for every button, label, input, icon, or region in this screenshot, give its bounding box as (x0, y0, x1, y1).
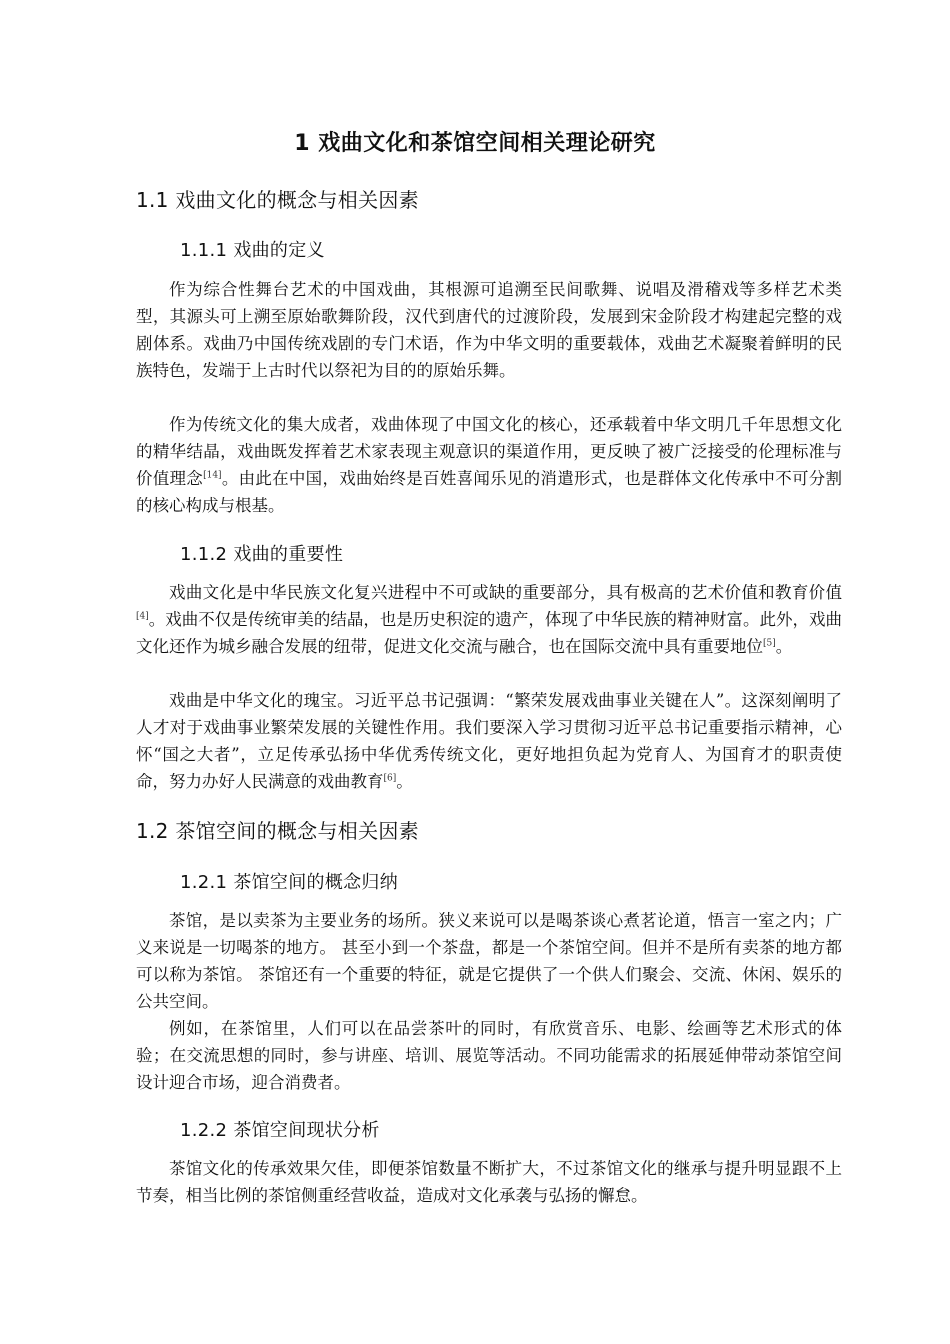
section-heading-1-2: 1.2 茶馆空间的概念与相关因素 (136, 819, 419, 843)
paragraph-text: 戏曲文化是中华民族文化复兴进程中不可或缺的重要部分，具有极高的艺术价值和教育价值 (169, 583, 842, 602)
paragraph-text: 。 (775, 637, 793, 656)
citation-5: [5] (763, 638, 776, 649)
paragraph-text: 。 (396, 772, 413, 791)
citation-14: [14] (203, 470, 222, 481)
paragraph-importance-1 (136, 579, 842, 660)
subsection-heading-1-1-1: 1.1.1 戏曲的定义 (180, 240, 325, 261)
section-heading-1-1: 1.1 戏曲文化的概念与相关因素 (136, 188, 419, 212)
paragraph-definition-1: 作为综合性舞台艺术的中国戏曲，其根源可追溯至民间歌舞、说唱及滑稽戏等多样艺术类型，其源头可上溯至原始歌舞阶段，汉代到唐代的过渡阶段，发展到宋金阶段才构建起完整的戏剧体系。戏曲乃中国传统戏剧的专门术语，作为中华文明的重要载体，戏曲艺术凝聚着鲜明的民族特色，发端于上古时代以祭祀为目的的原始乐舞。 (136, 280, 842, 380)
subsection-heading-1-1-2: 1.1.2 戏曲的重要性 (180, 544, 344, 565)
paragraph-text: 戏曲是中华文化的瑰宝。习近平总书记强调：“繁荣发展戏曲事业关键在人”。这深刻阐明了人才对于戏曲事业繁荣发展的关键性作用。我们要深入学习贯彻习近平总书记重要指示精神，心怀“国之大者”，立足传承弘扬中华优秀传统文化，更好地担负起为党育人、为国育才的职责使命，努力办好人民满意的戏曲教育 (136, 691, 842, 791)
paragraph-importance-2 (136, 687, 842, 795)
chapter-title: 1 戏曲文化和茶馆空间相关理论研究 (294, 131, 656, 156)
paragraph-teahouse-concept-1: 茶馆，是以卖茶为主要业务的场所。狭义来说可以是喝茶谈心煮茗论道，悟言一室之内；广义来说是一切喝茶的地方。 甚至小到一个茶盘，都是一个茶馆空间。但并不是所有卖茶的地方都可以称为茶馆。 茶馆还有一个重要的特征，就是它提供了一个供人们聚会、交流、休闲、娱乐的公共空间。 (136, 911, 842, 1011)
paragraph-definition-2 (136, 411, 842, 519)
paragraph-text: 。由此在中国，戏曲始终是百姓喜闻乐见的消遣形式，也是群体文化传承中不可分割的核心构成与根基。 (136, 469, 843, 515)
paragraph-text: 作为传统文化的集大成者，戏曲体现了中国文化的核心，还承载着中华文明几千年思想文化的精华结晶，戏曲既发挥着艺术家表现主观意识的渠道作用，更反映了被广泛接受的伦理标准与价值理念 (136, 415, 842, 488)
subsection-heading-1-2-2: 1.2.2 茶馆空间现状分析 (180, 1120, 380, 1141)
citation-6: [6] (383, 773, 397, 784)
subsection-heading-1-2-1: 1.2.1 茶馆空间的概念归纳 (180, 872, 399, 893)
paragraph-text: 。戏曲不仅是传统审美的结晶，也是历史积淀的遗产，体现了中华民族的精神财富。此外，戏曲文化还作为城乡融合发展的纽带，促进文化交流与融合，也在国际交流中具有重要地位 (136, 610, 842, 656)
paragraph-teahouse-concept-2: 例如，在茶馆里，人们可以在品尝茶叶的同时，有欣赏音乐、电影、绘画等艺术形式的体验；在交流思想的同时，参与讲座、培训、展览等活动。不同功能需求的拓展延伸带动茶馆空间设计迎合市场，迎合消费者。 (136, 1019, 842, 1092)
citation-4: [4] (136, 611, 149, 622)
paragraph-teahouse-status: 茶馆文化的传承效果欠佳，即便茶馆数量不断扩大，不过茶馆文化的继承与提升明显跟不上节奏，相当比例的茶馆侧重经营收益，造成对文化承袭与弘扬的懈怠。 (136, 1159, 842, 1205)
